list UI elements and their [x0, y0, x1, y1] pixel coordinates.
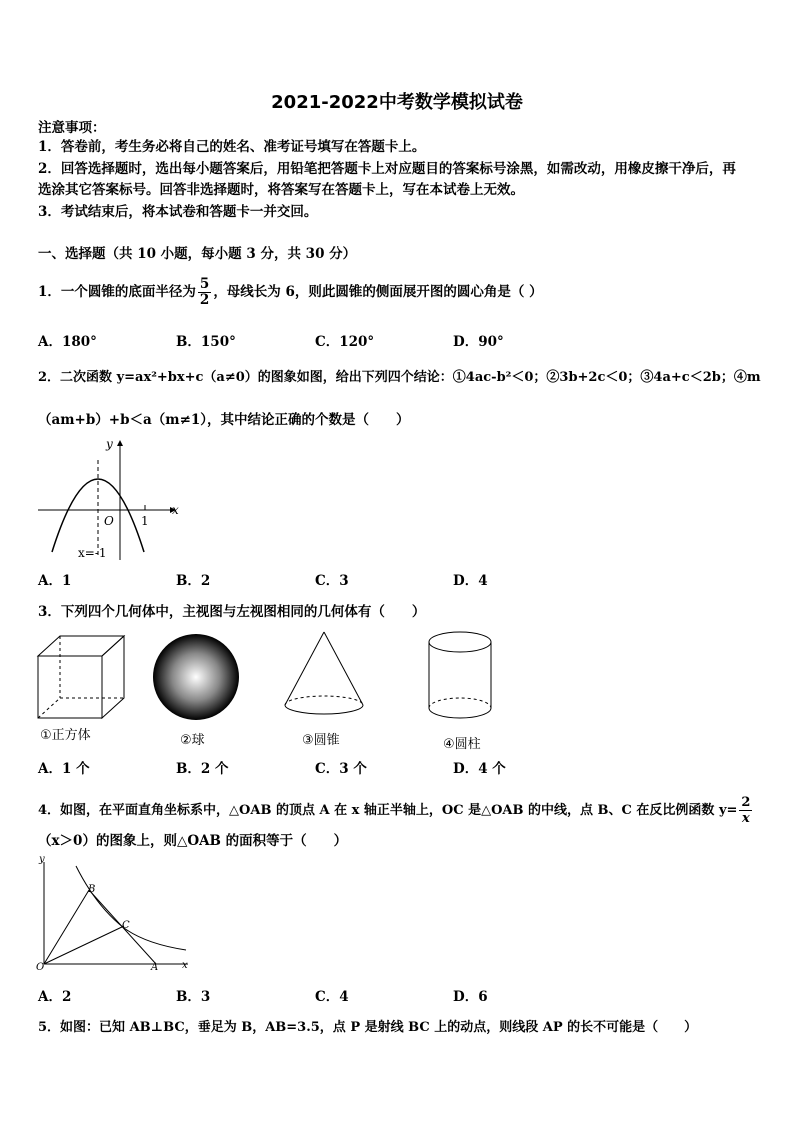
q1-post: ，母线长为 6，则此圆锥的侧面展开图的圆心角是（ ）	[213, 284, 543, 300]
q3-option-a[interactable]: A．1 个	[38, 761, 90, 777]
q1-option-c[interactable]: C．120°	[315, 334, 375, 350]
q1-denominator: 2	[199, 292, 210, 308]
origin-label: O	[104, 514, 114, 528]
q4-denominator: x	[742, 811, 750, 826]
solid-label-cylinder: ④圆柱	[443, 737, 481, 752]
y-label-q4: y	[39, 854, 45, 865]
notice-item-3: 3．考试结束后，将本试卷和答题卡一并交回。	[38, 204, 318, 220]
point-a-label: A	[151, 962, 159, 973]
notice-item-2-cont: 选涂其它答案标号。回答非选择题时，将答案写在答题卡上，写在本试卷上无效。	[38, 182, 524, 198]
solid-label-cube: ①正方体	[40, 728, 91, 743]
x-label: x	[172, 503, 179, 517]
cone-figure	[280, 630, 380, 725]
q2-option-d[interactable]: D．4	[453, 573, 488, 589]
q1-fraction	[198, 277, 211, 308]
cylinder-base-back	[429, 698, 491, 708]
point-b-label: B	[88, 884, 96, 895]
cube-figure	[36, 632, 136, 722]
y-label: y	[106, 437, 113, 451]
axis-label: x=-1	[78, 546, 107, 560]
one-label: 1	[141, 514, 149, 528]
q1-option-b[interactable]: B．150°	[176, 334, 236, 350]
cylinder-base-front	[429, 708, 491, 718]
q1-option-a[interactable]: A．180°	[38, 334, 97, 350]
cone-base-front	[285, 705, 363, 714]
sphere	[153, 634, 239, 720]
q4-line-2: （x＞0）的图象上，则△OAB 的面积等于（ ）	[38, 833, 348, 849]
notice-item-2: 2．回答选择题时，选出每小题答案后，用铅笔把答题卡上对应题目的答案标号涂黑，如需改动，用橡皮擦干净后，再	[38, 161, 736, 177]
section-heading: 一、选择题（共 10 小题，每小题 3 分，共 30 分）	[38, 246, 357, 262]
q3-option-c[interactable]: C．3 个	[315, 761, 367, 777]
notice-heading: 注意事项：	[38, 120, 106, 136]
q1-pre: 1．一个圆锥的底面半径为	[38, 284, 196, 300]
question-5: 5．如图：已知 AB⊥BC，垂足为 B，AB=3.5，点 P 是射线 BC 上的动点，则线段 AP 的长不可能是（ ）	[38, 1020, 698, 1035]
x-label-q4: x	[182, 960, 188, 971]
q4-option-a[interactable]: A．2	[38, 989, 72, 1005]
q2-option-a[interactable]: A．1	[38, 573, 72, 589]
cylinder-figure	[425, 628, 505, 728]
q4-pre: 4．如图，在平面直角坐标系中，△OAB 的顶点 A 在 x 轴正半轴上，OC 是△OAB 的中线，点 B、C 在反比例函数 y=	[38, 803, 738, 818]
parabola-graph	[30, 430, 190, 570]
q2-option-c[interactable]: C．3	[315, 573, 349, 589]
hyperbola-curve	[76, 866, 186, 950]
q2-option-b[interactable]: B．2	[176, 573, 211, 589]
q4-option-b[interactable]: B．3	[176, 989, 211, 1005]
q4-numerator: 2	[741, 795, 751, 810]
origin-label-q4: O	[36, 962, 45, 973]
q2-line-1: 2．二次函数 y=ax²+bx+c（a≠0）的图象如图，给出下列四个结论：①4ac-b²＜0；②3b+2c＜0；③4a+c＜2b；④m	[38, 370, 761, 385]
q1-numerator: 5	[199, 276, 210, 292]
page-title: 2021-2022中考数学模拟试卷	[271, 92, 523, 113]
sphere-figure	[150, 632, 250, 722]
q4-line-1	[38, 795, 754, 826]
cone-left-edge	[285, 632, 324, 705]
y-axis-arrow	[117, 440, 123, 446]
q3-option-d[interactable]: D．4 个	[453, 761, 506, 777]
point-c-label: C	[122, 920, 130, 931]
q4-option-c[interactable]: C．4	[315, 989, 349, 1005]
inverse-graph	[36, 856, 196, 976]
q3-option-b[interactable]: B．2 个	[176, 761, 229, 777]
notice-item-1: 1．答卷前，考生务必将自己的姓名、准考证号填写在答题卡上。	[38, 139, 426, 155]
cylinder-top	[429, 632, 491, 652]
question-1	[38, 277, 543, 308]
solid-label-sphere: ②球	[180, 733, 205, 748]
q2-line-2: （am+b）+b＜a（m≠1），其中结论正确的个数是（ ）	[38, 412, 410, 428]
cone-right-edge	[324, 632, 363, 705]
cube-side	[102, 636, 124, 718]
cube-hidden-edge-3	[38, 698, 60, 718]
q1-option-d[interactable]: D．90°	[453, 334, 504, 350]
cube-top	[38, 636, 124, 656]
solid-label-cone: ③圆锥	[302, 733, 340, 748]
q4-fraction	[739, 795, 752, 826]
cone-base-back	[285, 696, 363, 705]
question-3: 3．下列四个几何体中，主视图与左视图相同的几何体有（ ）	[38, 604, 426, 620]
q4-option-d[interactable]: D．6	[453, 989, 488, 1005]
